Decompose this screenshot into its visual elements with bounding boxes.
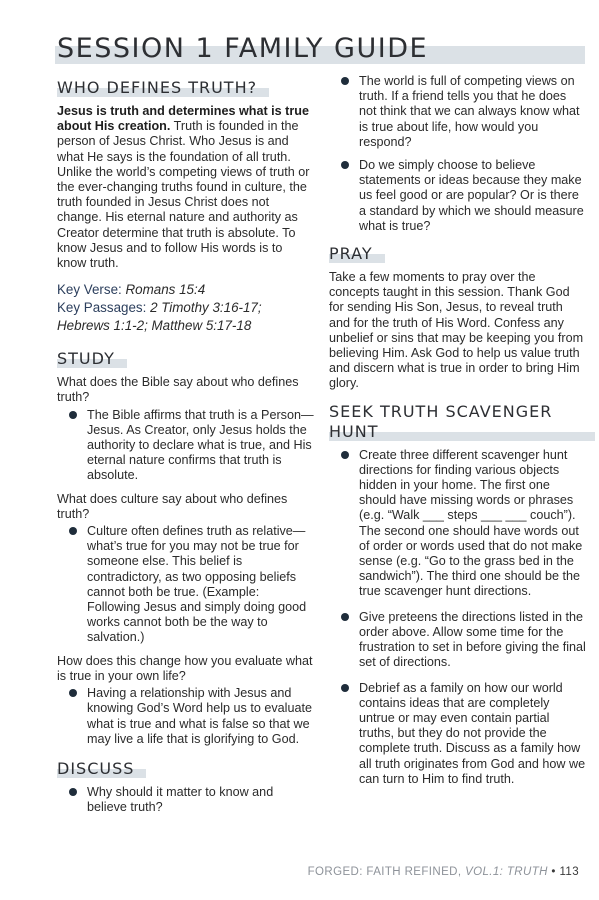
list-item: [329, 74, 587, 150]
list-item: [57, 785, 315, 815]
intro-bold-text: Jesus is truth and determines what is true about His creation.: [57, 104, 309, 134]
discuss-item-1: Why should it matter to know and believe truth?: [87, 784, 274, 815]
study-answer-list-2: [57, 524, 315, 646]
heading-text: SEEK TRUTH SCAVENGER HUNT: [329, 401, 553, 441]
key-verse: [57, 281, 315, 299]
study-question-2: What does culture say about who defines truth?: [57, 491, 288, 521]
discuss-heading: [57, 759, 138, 779]
footer-series: FORGED: FAITH REFINED,: [307, 866, 466, 878]
footer-volume: VOL.1: TRUTH: [465, 866, 548, 878]
left-column: [57, 78, 315, 823]
study-answer-1: The Bible affirms that truth is a Person—Jesus. As Creator, only Jesus holds the authority to declare what is true, and His eternal nature confirms that truth is absolute.: [87, 407, 314, 483]
bullet-icon: [69, 527, 77, 535]
discuss-item-2: The world is full of competing views on truth. If a friend tells you that he does not think that we can always know what is true about life, how would you respond?: [359, 74, 580, 149]
intro-paragraph: [57, 104, 315, 271]
hunt-item-3: Debrief as a family on how our world contains ideas that are completely untrue or may even contain partial truths, but they do not provide the complete truth. Discuss as a family how all truth originates from God and how we can turn to Him to find truth.: [359, 680, 586, 786]
bullet-icon: [341, 161, 349, 169]
study-answer-3: Having a relationship with Jesus and knowing God’s Word help us to evaluate what is true and what is false so that we may live a life that is glorifying to God.: [87, 686, 312, 746]
discuss-list-right: [329, 74, 587, 234]
page-title: SESSION 1 FAMILY GUIDE: [57, 33, 429, 64]
pray-heading: [329, 244, 377, 264]
who-defines-truth-heading: [57, 78, 261, 98]
pray-section: [329, 244, 587, 264]
footer-separator: •: [547, 866, 560, 878]
study-section: [57, 349, 315, 369]
scavenger-hunt-list: [329, 448, 587, 787]
key-passages-label: Key Passages:: [57, 300, 147, 316]
hunt-item-2: Give preteens the directions listed in the order above. Allow some time for the frustration to set in before giving the final set of directions.: [359, 609, 586, 670]
list-item: [329, 610, 587, 671]
heading-text: STUDY: [57, 349, 115, 369]
scavenger-hunt-section: [329, 402, 587, 442]
list-item: [329, 681, 587, 787]
heading-text: PRAY: [329, 244, 373, 264]
bullet-icon: [341, 451, 349, 459]
study-answer-2: Culture often defines truth as relative—what’s true for you may not be true for someone else. This belief is contradictory, as two opposing beliefs cannot both be true. (Example: Following Jesus and simply doing good works cannot both be the way to salvation.): [87, 524, 307, 645]
list-item: [57, 686, 315, 747]
intro-text: Truth is founded in the person of Jesus Christ. Who Jesus is and what He says is the foundation of all truth. Unlike the world’s competing views of truth or the ever-changing truths found in culture, the truth founded in Jesus Christ does not change. His eternal nature and authority as Creator determine that truth is absolute. To know Jesus and to follow His words is to know truth.: [57, 119, 310, 271]
list-item: [329, 448, 587, 600]
heading-text: DISCUSS: [57, 758, 135, 778]
heading-text: WHO DEFINES TRUTH?: [57, 78, 258, 97]
bullet-icon: [69, 689, 77, 697]
study-question-1: What does the Bible say about who defines truth?: [57, 375, 299, 405]
right-column: [329, 74, 587, 795]
key-passages: [57, 299, 315, 335]
discuss-list-left: [57, 785, 315, 815]
discuss-section: [57, 759, 315, 779]
bullet-icon: [69, 788, 77, 796]
bullet-icon: [341, 613, 349, 621]
pray-paragraph: Take a few moments to pray over the concepts taught in this session. Thank God for sending His Son, Jesus, to reveal truth and for the truth of His Word. Confess any unbelief or sins that may be keeping you from believing Him. Ask God to help us value truth and discern what is true in order to bring Him glory.: [329, 270, 584, 391]
study-answer-list-3: [57, 686, 315, 747]
bullet-icon: [341, 77, 349, 85]
bullet-icon: [341, 684, 349, 692]
key-verse-label: Key Verse:: [57, 282, 122, 298]
list-item: [57, 408, 315, 484]
key-verse-value: Romans 15:4: [125, 282, 206, 298]
scripture-references: [57, 281, 315, 335]
hunt-item-1: Create three different scavenger hunt directions for finding various objects hidden in your home. The first one should have missing words or phrases (e.g. “Walk ___ steps ___ ___ couch”). The second one should have words out of order or words used that do not make sense (e.g. “Go to the grass bed in the sandwich”). The third one should be the true scavenger hunt directions.: [359, 447, 583, 599]
study-question-3: How does this change how you evaluate what is true in your own life?: [57, 653, 313, 683]
discuss-item-3: Do we simply choose to believe statements or ideas because they make us feel good or are popular? Or is there a standard by which we should measure what is true?: [359, 158, 584, 233]
page-number: 113: [559, 866, 579, 878]
bullet-icon: [69, 411, 77, 419]
study-answer-list-1: [57, 408, 315, 484]
list-item: [57, 524, 315, 646]
who-defines-truth-section: [57, 78, 315, 98]
key-passages-value: 2 Timothy 3:16-17; Hebrews 1:1-2; Matthew 5:17-18: [57, 300, 262, 334]
study-heading: [57, 349, 119, 369]
scavenger-hunt-heading: [329, 402, 587, 442]
list-item: [329, 158, 587, 234]
page-footer: [308, 866, 579, 878]
